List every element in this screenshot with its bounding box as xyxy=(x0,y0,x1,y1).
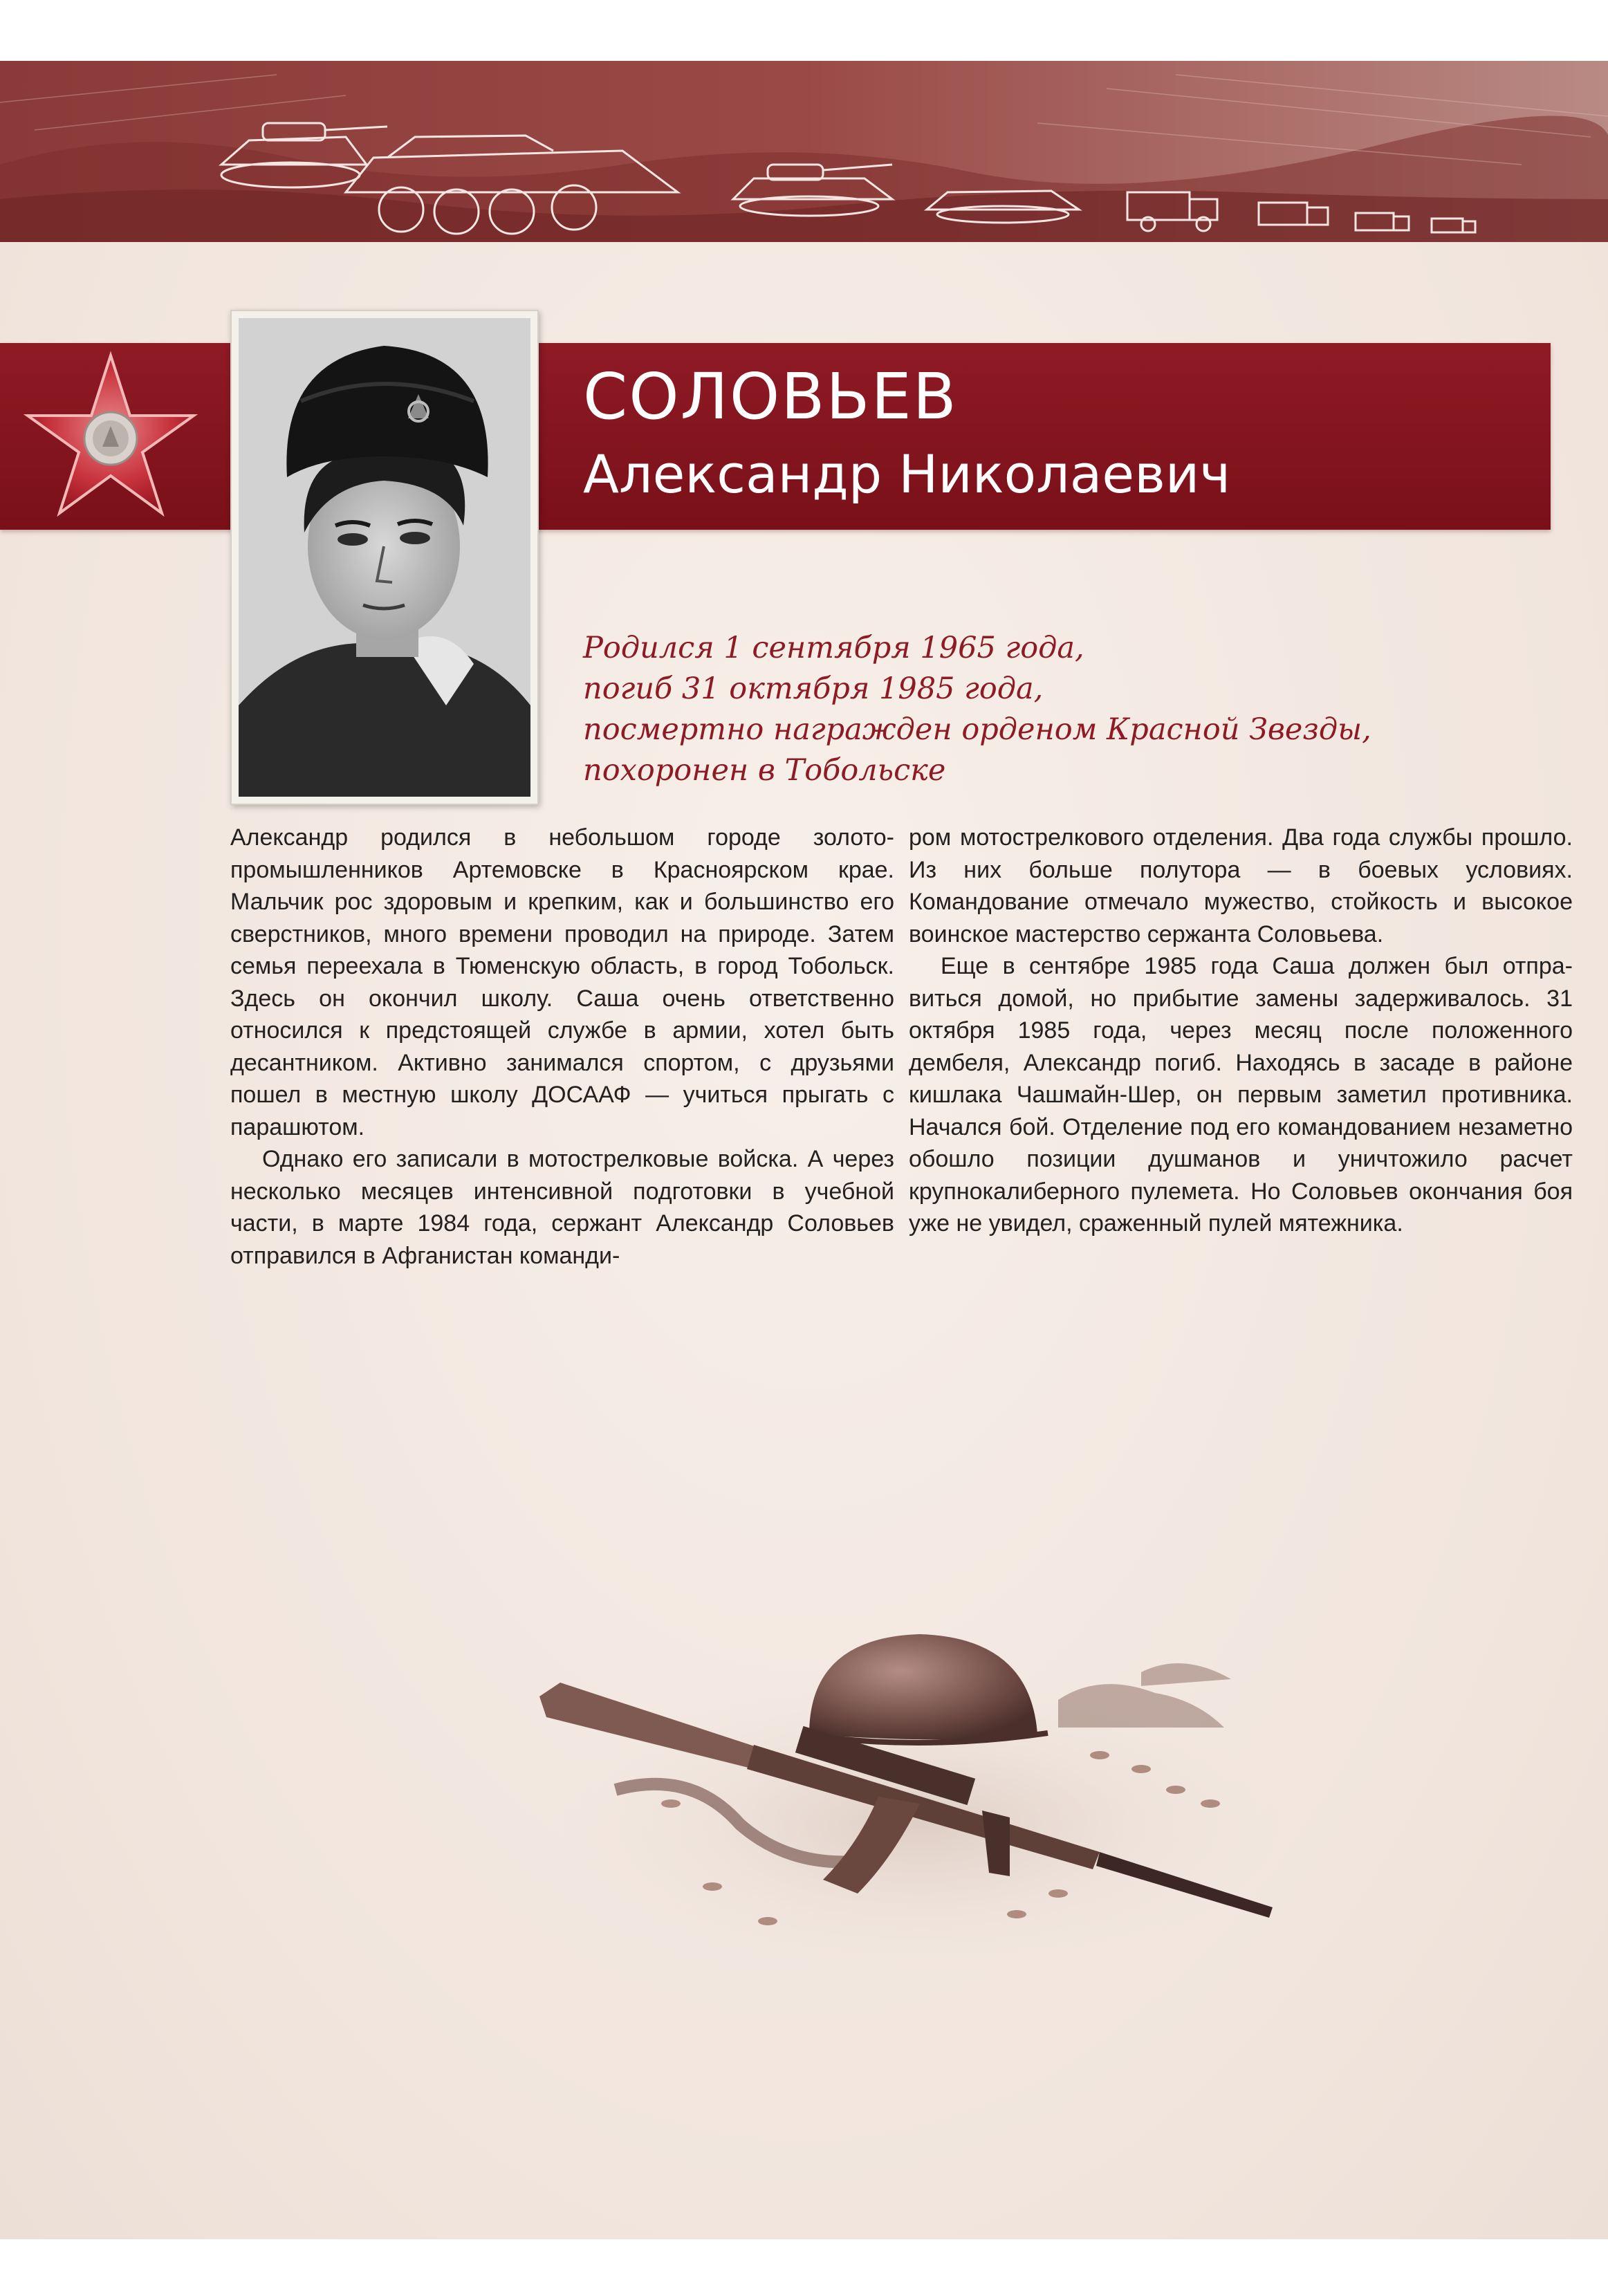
helmet-rifle-illustration xyxy=(533,1596,1307,1983)
surname-heading: СОЛОВЬЕВ xyxy=(583,360,958,434)
paragraph: Однако его записали в мотострелковые войска. А через несколько месяцев интенсивной подготовки в учебной части, в марте 1984 года, сержант Александр Соловьев отправился в Афганистан команди- xyxy=(230,1146,894,1269)
paragraph: ром мотострелкового отделения. Два года службы прошло. Из них больше полутора — в боевых условиях. Командование отмечало мужество, стойкость и высокое воинское мастерство сержанта Соловьева. xyxy=(909,824,1573,947)
summary-line: Родился 1 сентября 1965 года, xyxy=(583,631,1084,665)
biography-right-column xyxy=(909,822,1573,1240)
biography-summary xyxy=(583,628,1537,791)
paragraph: Еще в сентябре 1985 года Саша должен был отправиться домой, но прибытие замены задерживалось. 31 октября 1985 года, через месяц после положенного дембеля, Александр погиб. Находясь в засаде в районе кишлака Чашмайн-Шер, он первым заметил противника. Начался бой. Отделение под его командованием незаметно обошло позиции душманов и уничтожило расчет крупнокалиберного пулемета. Но Соловьев окончания боя уже не увидел, сраженный пулей мятежника. xyxy=(909,953,1573,1237)
paragraph: Александр родился в небольшом городе золотопромышленников Артемовске в Красноярском крае. Мальчик рос здоровым и крепким, как и большинство его сверстников, много времени проводил на природе. Затем семья переехала в Тюменскую область, в город Тобольск. Здесь он окончил школу. Саша очень ответственно относился к предстоящей службе в армии, хотел быть десантником. Активно занимался спортом, с друзьями пошел в местную школу ДОСААФ — учиться прыгать с парашютом. xyxy=(230,824,894,1140)
portrait-frame xyxy=(230,310,539,805)
given-name-heading: Александр Николаевич xyxy=(583,443,1231,505)
page xyxy=(0,61,1608,2239)
portrait-photo xyxy=(239,318,530,797)
red-star-order-icon xyxy=(21,350,201,523)
summary-line: похоронен в Тобольске xyxy=(583,753,946,788)
biography-left-column xyxy=(230,822,894,1272)
summary-line: посмертно награжден орденом Красной Звезды, xyxy=(583,712,1371,747)
summary-line: погиб 31 октября 1985 года, xyxy=(583,672,1044,706)
military-convoy-banner xyxy=(0,61,1608,242)
